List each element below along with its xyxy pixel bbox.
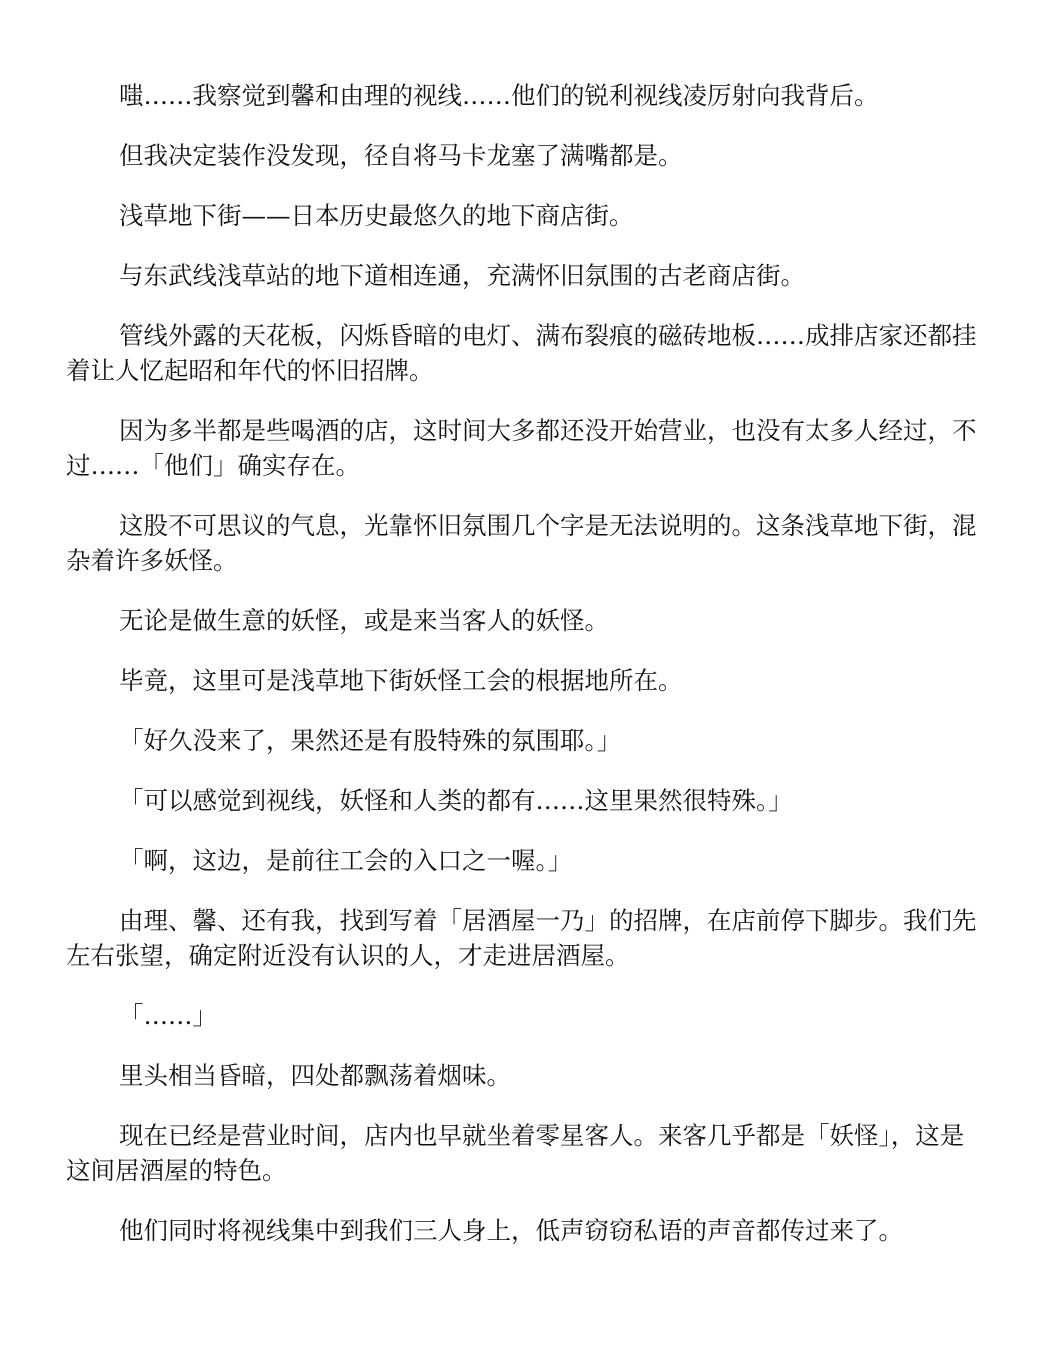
paragraph-4: 与东武线浅草站的地下道相连通，充满怀旧氛围的古老商店街。 bbox=[119, 261, 805, 290]
paragraph-13: 由理、馨、还有我，找到写着「居酒屋一乃」的招牌，在店前停下脚步。我们先左右张望，确定附近没有认识的人，才走进居酒屋。 bbox=[66, 906, 977, 970]
paragraph-9: 毕竟，这里可是浅草地下街妖怪工会的根据地所在。 bbox=[119, 666, 683, 695]
dialogue-4: 「……」 bbox=[119, 1001, 217, 1030]
paragraph-6: 因为多半都是些喝酒的店，这时间大多都还没开始营业，也没有太多人经过，不过……「他们」确实存在。 bbox=[66, 416, 977, 480]
paragraph-1: 嗤……我察觉到馨和由理的视线……他们的锐利视线凌厉射向我背后。 bbox=[119, 81, 879, 110]
document-page bbox=[66, 78, 980, 1273]
dialogue-3: 「啊，这边，是前往工会的入口之一喔。」 bbox=[119, 846, 573, 875]
paragraph-5: 管线外露的天花板，闪烁昏暗的电灯、满布裂痕的磁砖地板……成排店家还都挂着让人忆起昭和年代的怀旧招牌。 bbox=[66, 321, 977, 385]
paragraph-16: 现在已经是营业时间，店内也早就坐着零星客人。来客几乎都是「妖怪」，这是这间居酒屋的特色。 bbox=[66, 1121, 965, 1185]
paragraph-17: 他们同时将视线集中到我们三人身上，低声窃窃私语的声音都传过来了。 bbox=[119, 1216, 903, 1245]
paragraph-3: 浅草地下街——日本历史最悠久的地下商店街。 bbox=[119, 201, 634, 230]
paragraph-7: 这股不可思议的气息，光靠怀旧氛围几个字是无法说明的。这条浅草地下街，混杂着许多妖怪。 bbox=[66, 511, 977, 575]
paragraph-15: 里头相当昏暗，四处都飘荡着烟味。 bbox=[119, 1061, 511, 1090]
dialogue-2: 「可以感觉到视线，妖怪和人类的都有……这里果然很特殊。」 bbox=[119, 786, 793, 815]
paragraph-2: 但我决定装作没发现，径自将马卡龙塞了满嘴都是。 bbox=[119, 141, 683, 170]
paragraph-8: 无论是做生意的妖怪，或是来当客人的妖怪。 bbox=[119, 606, 609, 635]
dialogue-1: 「好久没来了，果然还是有股特殊的氛围耶。」 bbox=[119, 726, 622, 755]
